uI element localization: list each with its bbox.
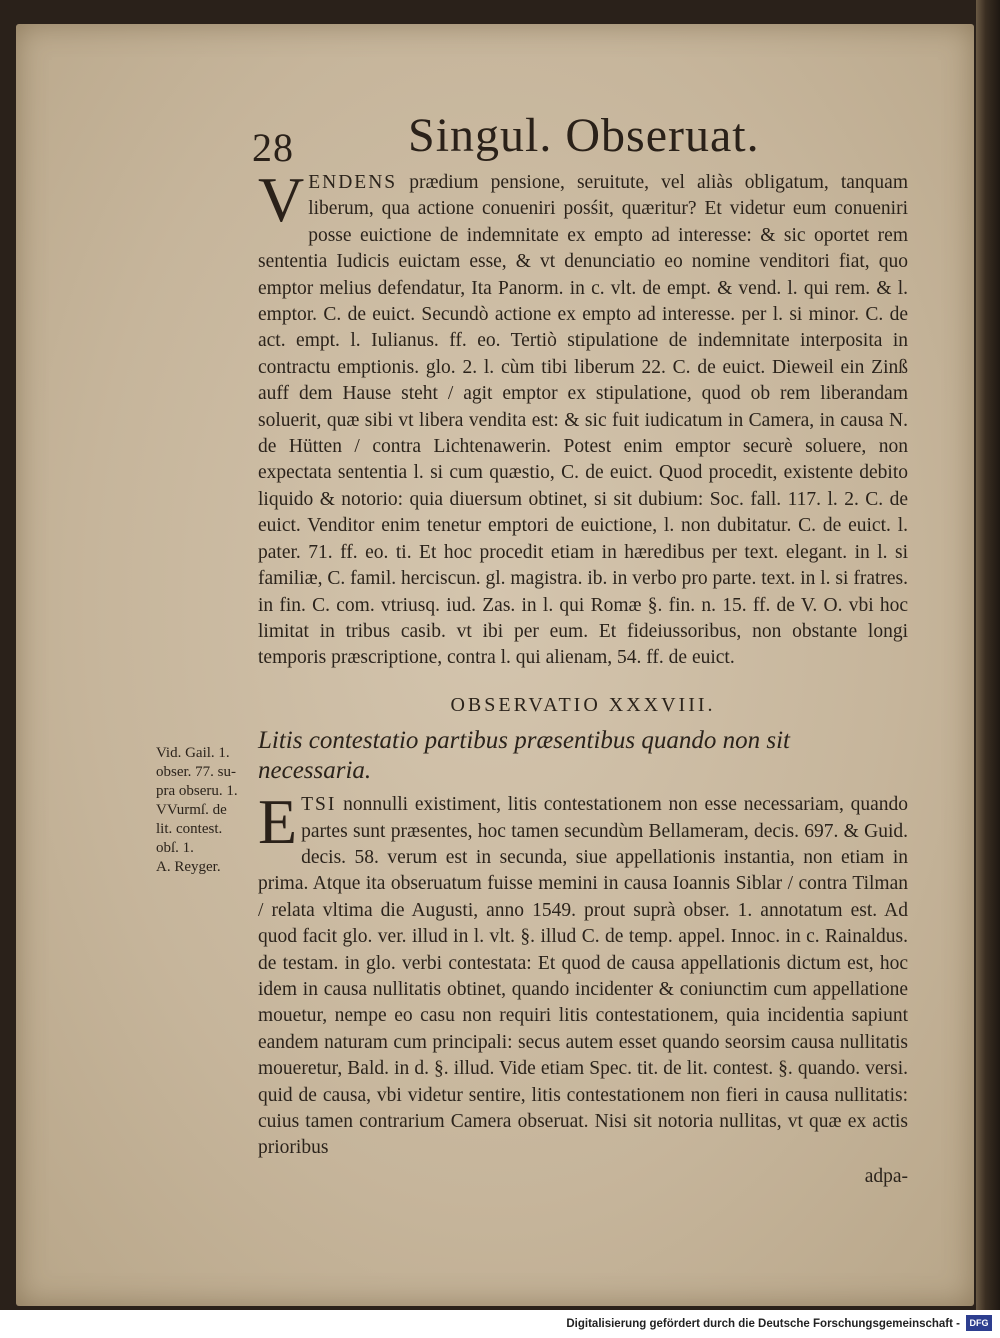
- observation-title: Litis contestatio partibus præsentibus quando non sit necessaria.: [258, 727, 790, 785]
- drop-cap: V: [258, 164, 305, 235]
- observation-heading: OBSERVATIO XXXVIII.: [450, 693, 716, 716]
- margin-note-line: Vid. Gail. 1.: [156, 745, 230, 761]
- page-number: 28: [252, 125, 294, 170]
- margin-note: [156, 744, 266, 877]
- paragraph-text: prædium pensione, seruitute, vel aliàs obligatum, tanquam liberum, qua actione conueniri posśit, quæritur? Et videtur eum conueniri posse euictione de indemnitate ex empto ad interesse: & sic oportet rem sententia Iudicis euictam esse, & vt denunciatio eo nomine venditori fiat, quo emptor melius defendatur, Ita Panorm. in c. vlt. de empt. & vend. l. qui rem. & l. emptor. C. de euict. Secundò actione ex empto ad interesse. per l. si minor. C. de act. empt. l. Iulianus. ff. eo. Tertiò stipulatione de indemnitate interposita in contractu emptionis. glo. 2. l. cùm tibi liberum 22. C. de euict. Dieweil ein Zinß auff dem Hause steht / agit emptor ex stipulatione, quod ob rem liberandam soluerit, quæ sibi vt libera vendita est: & sic fuit iudicatum in Camera, in causa N. de Hütten / contra Lichtenawerin. Potest enim emptor securè soluere, non expectata sententia l. si cum quæstio, C. de euict. Quod procedit, existente debito liquido & notorio: quia diuersum obtinet, si sit dubium: Soc. fall. 117. l. 2. C. de euict. Venditor enim tenetur emptori de euictione, l. non dubitatur. C. de euict. l. pater. 71. ff. eo. ti. Et hoc procedit etiam in hæredibus per text. elegant. in l. si familiæ, C. famil. herciscun. gl. magistra. ib. in verbo pro parte. text. in l. si fratres. in fin. C. com. vtriusq. iud. Zas. in l. qui Romæ §. fin. n. 15. ff. de V. O. vbi hoc limitat in tribus casib. vt ibi per eum. Et fideiussoribus, non obstante longi temporis præscriptione, contra l. qui alienam, 54. ff. de euict.: [258, 172, 908, 669]
- margin-note-line: pra obseru. 1.: [156, 783, 238, 799]
- catchword: adpa-: [864, 1165, 908, 1187]
- footer-credit: Digitalisierung gefördert durch die Deutsche Forschungsgemeinschaft -: [566, 1318, 960, 1330]
- drop-cap: E: [258, 786, 298, 858]
- footer-bar: [0, 1310, 1000, 1338]
- margin-note-line: obſ. 1.: [156, 840, 194, 856]
- margin-note-line: VVurmſ. de: [156, 802, 227, 818]
- lead-word: TSI: [301, 794, 337, 816]
- dfg-logo-icon: DFG: [966, 1315, 992, 1331]
- book-spine: [976, 0, 1000, 1310]
- main-text: [258, 164, 908, 1190]
- paragraph-etsi: [258, 786, 908, 1162]
- lead-word: ENDENS: [308, 172, 398, 193]
- paragraph-vendens: [258, 164, 908, 672]
- margin-note-line: obser. 77. su-: [156, 764, 236, 780]
- margin-note-line: lit. contest.: [156, 821, 223, 837]
- paragraph-text: nonnulli existiment, litis contestationem non esse necessariam, quando partes sunt præsentes, hoc tamen secundùm Bellameram, decis. 697. & Guid. decis. 58. verum est in secunda, siue appellationis instantia, non etiam in prima. Atque ita obseruatum fuisse memini in causa Ioannis Siblar / contra Tilman / relata vltima die Augusti, anno 1549. prout suprà obser. 1. annotatum est. Ad quod facit glo. ver. illud in l. vlt. §. illud C. de temp. appel. Innoc. in c. Rainaldus. de testam. in glo. verbi contestata: Et quod de causa appellationis dictum est, hoc idem in causa nullitatis obtinet, quando incidenter & coniunctim cum appellatione mouetur, nempe eo casu non requiri litis contestationem, quia incidentia sapiunt eandem naturam cum principali: secus autem esset quando seorsim causa nullitatis moueretur, Bald. in d. §. illud. Vide etiam Spec. tit. de lit. contest. §. quando. versi. quid de causa, vbi videtur sentire, litis contestationem non fieri in causa nullitatis: cuius tamen contrarium Camera obseruat. Nisi sit notoria nullitas, vt quæ ex actis prioribus: [258, 794, 908, 1159]
- page-title: Singul. Obseruat.: [408, 109, 760, 162]
- book-page: [16, 24, 974, 1306]
- margin-note-line: A. Reyger.: [156, 859, 221, 875]
- running-head: [16, 24, 974, 170]
